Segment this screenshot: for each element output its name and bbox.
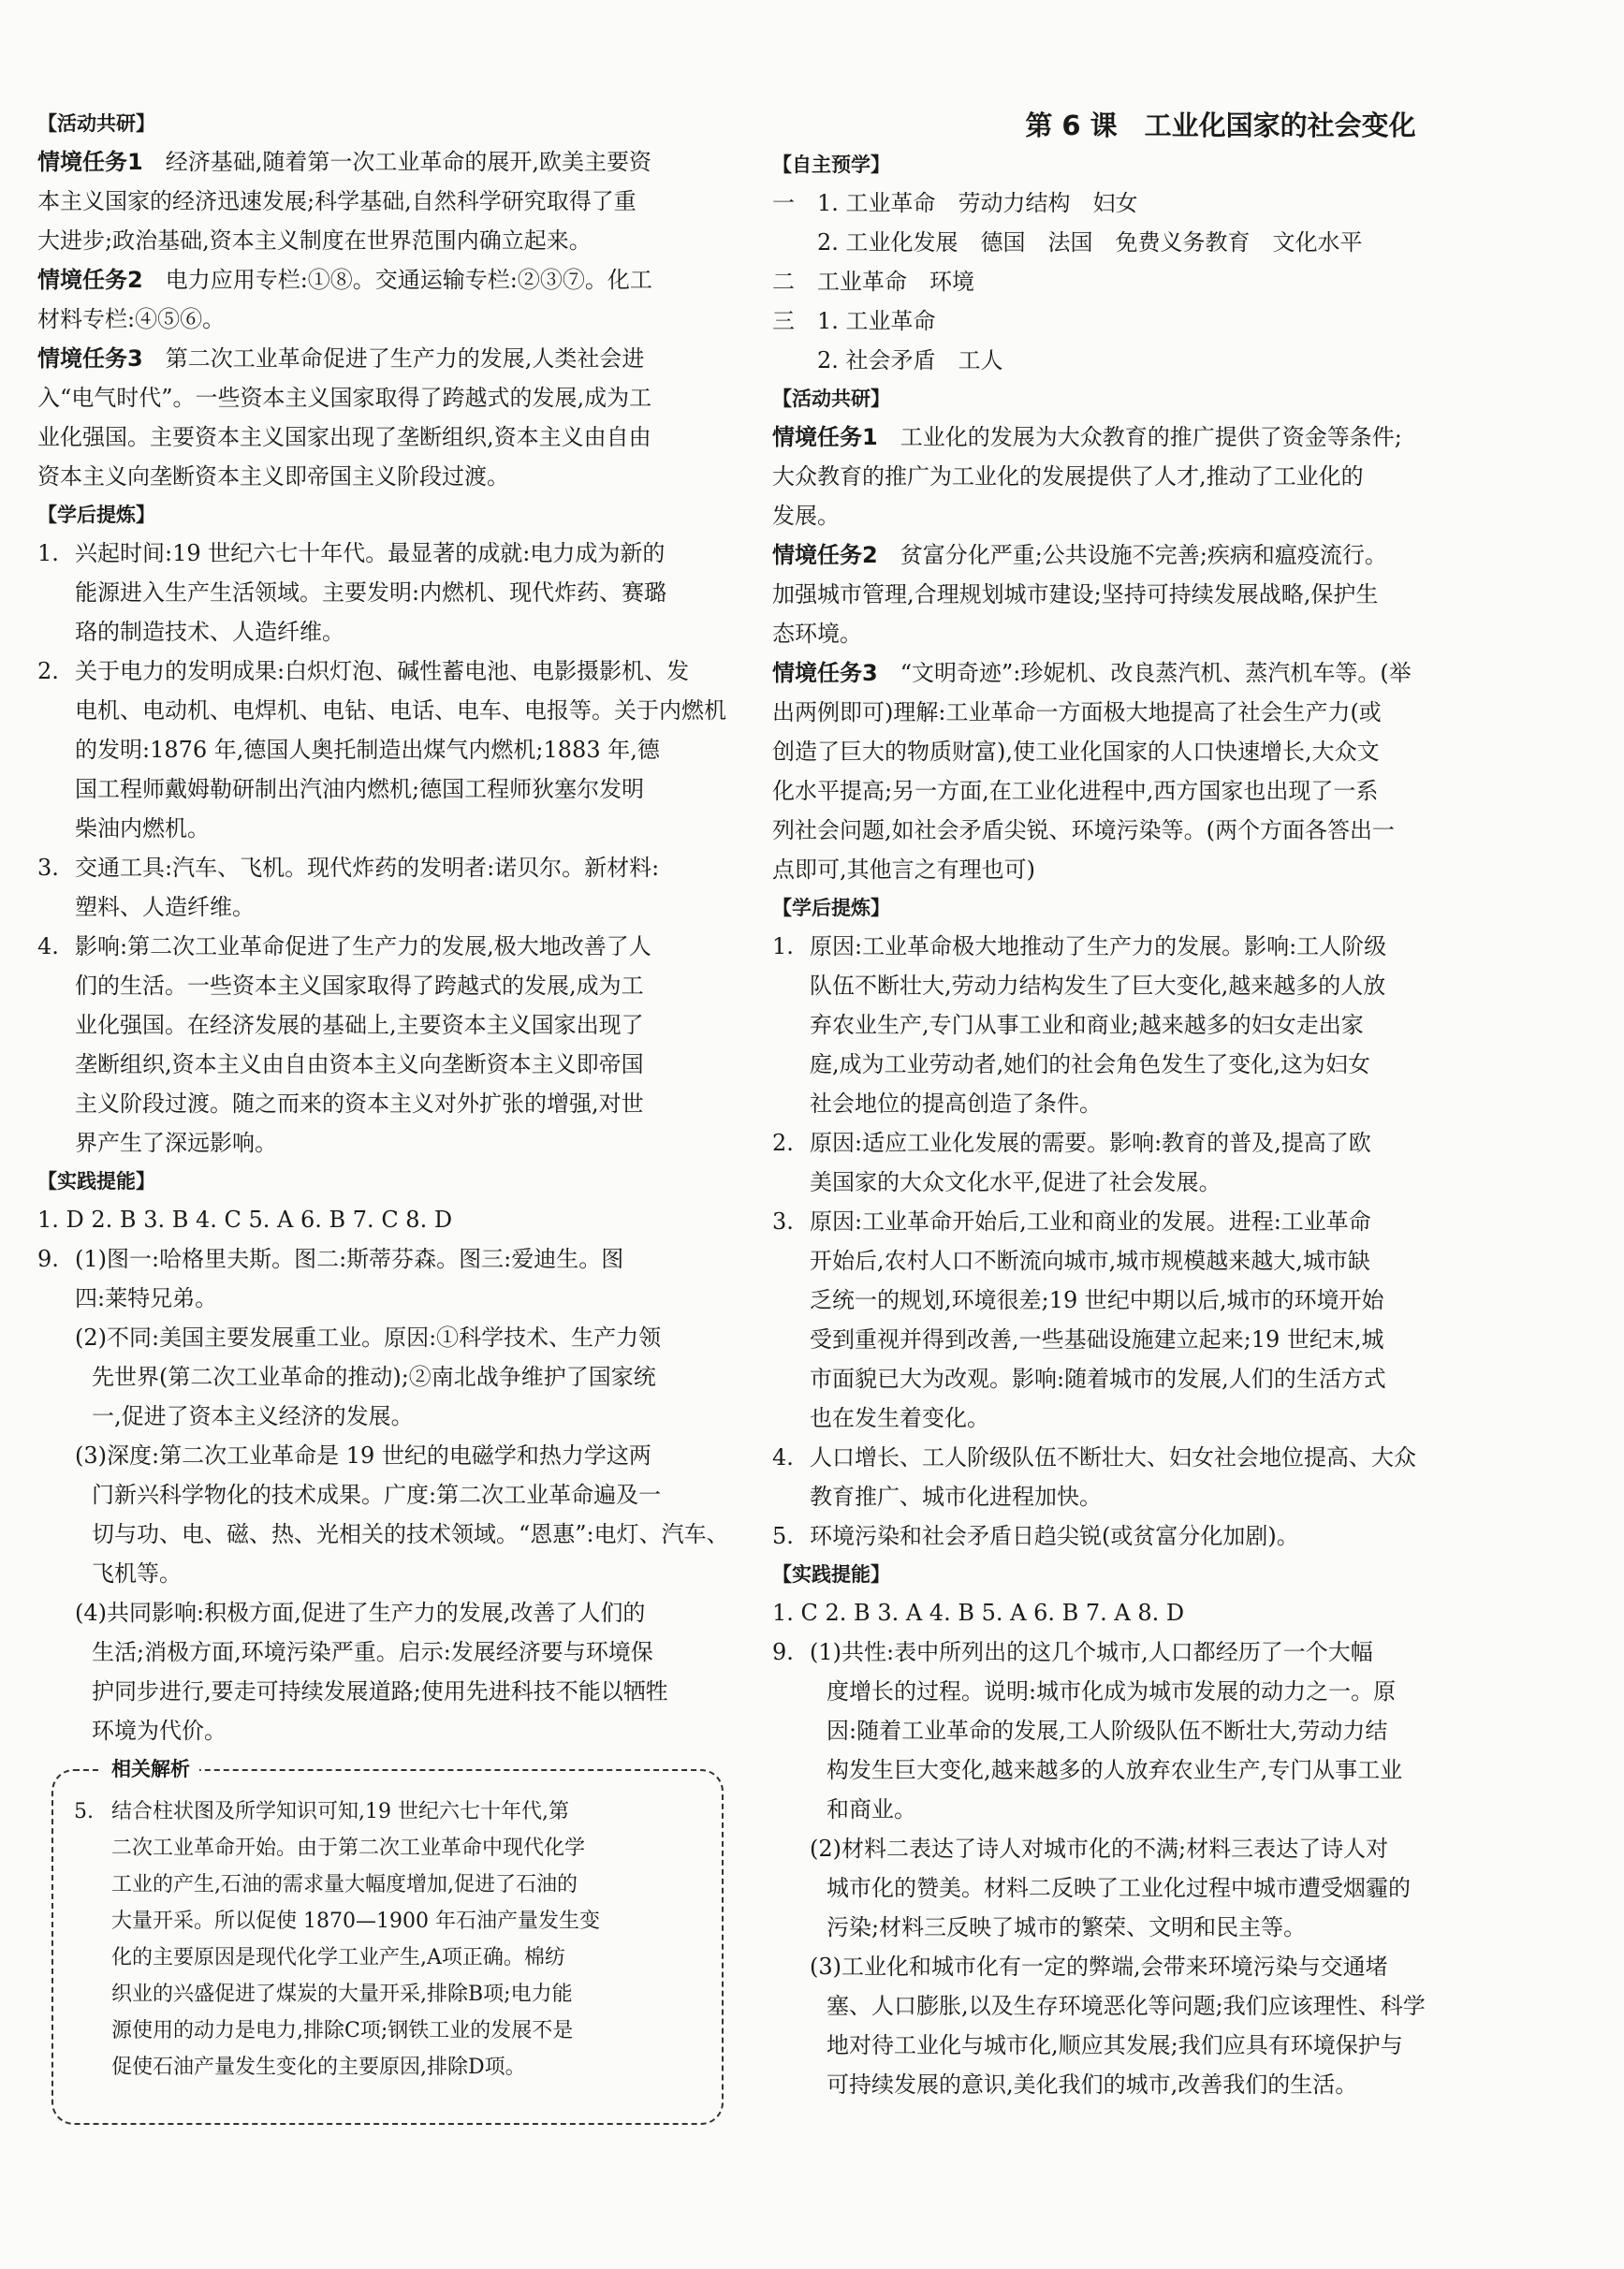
lesson-title: 第 6 课 工业化国家的社会变化 (1025, 110, 1416, 141)
task-label: 情境任务2 (37, 267, 143, 293)
analysis-box (51, 1758, 724, 2125)
task-label: 情境任务2 (772, 542, 878, 568)
section-heading: 【实践提能】 (37, 1170, 155, 1193)
mc-answers: 1. C 2. B 3. A 4. B 5. A 6. B 7. A 8. D (772, 1600, 1185, 1626)
task-label: 情境任务1 (37, 149, 143, 175)
task-label: 情境任务1 (772, 424, 878, 450)
section-heading: 【学后提炼】 (772, 897, 890, 919)
task-label: 情境任务3 (772, 660, 878, 686)
task-label: 情境任务3 (37, 345, 143, 372)
section-heading: 【活动共研】 (772, 388, 890, 410)
mc-answers: 1. D 2. B 3. B 4. C 5. A 6. B 7. C 8. D (37, 1207, 453, 1233)
section-heading: 【实践提能】 (772, 1563, 890, 1586)
section-heading: 【活动共研】 (37, 112, 155, 135)
analysis-text: 5. 结合柱状图及所学知识可知,19 世纪六七十年代,第 二次工业革命开始。由于第二次工业革命中现代化学 工业的产生,石油的需求量大幅度增加,促进了石油的 大量开采。所以促使 1870—1900 年石油产量发生变 化的主要原因是现代化学工业产生,A项正确。棉纺 织业的兴盛促进了煤炭的大量开采,排除B项;电力能 源使用的动力是电力,排除C项;钢铁工业的发展不是 促使石油产量发生变化的主要原因,排除D项。 (74, 1800, 600, 2079)
right-column: 第 6 课 工业化国家的社会变化 【自主预学】 一 1. 工业革命 劳动力结构 妇女 2. 工业化发展 德国 法国 免费义务教育 文化水平 二 工业革命 环境 三 1. 工业革命 2. 社会矛盾 工人 【活动共研】 情境任务1 工业化的发展为大众教育的推广提供了资金等条件; 大众教育的推广为工业化的发展提供了人才,推动了工业化的 发展。 情境任务2 贫富分化严重;公共设施不完善;疾病和瘟疫流行。 加强城市管理,合理规划城市建设;坚持可持续发展战略,保护生 态环境。 情境任务3 “文明奇迹”:珍妮机、改良蒸汽机、蒸汽机车等。(举 出两例即可)理解:工业革命一方面极大地提高了社会生产力(或 创造了巨大的物质财富),使工业化国家的人口快速增长,大众文 化水平提高;另一方面,在工业化进程中,西方国家也出现了一系 列社会问题,如社会矛盾尖锐、环境污染等。(两个方面各答出一 点即可,其他言之有理也可) 【学后提炼】 1. 原因:工业革命极大地推动了生产力的发展。影响:工人阶级 队伍不断壮大,劳动力结构发生了巨大变化,越来越多的人放 弃农业生产,专门从事工业和商业;越来越多的妇女走出家 庭,成为工业劳动者,她们的社会角色发生了变化,这为妇女 社会地位的提高创造了条件。 2. 原因:适应工业化发展的需要。影响:教育的普及,提高了欧 美国家的大众文化水平,促进了社会发展。 3. 原因:工业革命开始后,工业和商业的发展。进程:工业革命 开始后,农村人口不断流向城市,城市规模越来越大,城市缺 乏统一的规划,环境很差;19 世纪中期以后,城市的环境开始 受到重视并得到改善,一些基础设施建立起来;19 世纪末,城 市面貌已大为改观。影响:随着城市的发展,人们的生活方式 也在发生着变化。 4. 人口增长、工人阶级队伍不断壮大、妇女社会地位提高、大众 教育推广、城市化进程加快。 5. 环境污染和社会矛盾日趋尖锐(或贫富分化加剧)。 【实践提能】 1. C 2. B 3. A 4. B 5. A 6. B 7. A 8. D 9. (1)共性:表中所列出的这几个城市,人口都经历了一个大幅 度增长的过程。说明:城市化成为城市发展的动力之一。原 因:随着工业革命的发展,工人阶级队伍不断壮大,劳动力结 构发生巨大变化,越来越多的人放弃农业生产,专门从事工业 和商业。 (2)材料二表达了诗人对城市化的不满;材料三表达了诗人对 城市化的赞美。材料二反映了工业化过程中城市遭受烟霾的 污染;材料三反映了城市的繁荣、文明和民主等。 (3)工业化和城市化有一定的弊端,会带来环境污染与交通堵 塞、人口膨胀,以及生存环境恶化等问题;我们应该理性、科学 地对待工业化与城市化,顺应其发展;我们应具有环境保护与 可持续发展的意识,美化我们的城市,改善我们的生活。 (772, 105, 1585, 2104)
section-heading: 【学后提炼】 (37, 504, 155, 526)
left-column: 【活动共研】 情境任务1 经济基础,随着第一次工业革命的展开,欧美主要资 本主义国家的经济迅速发展;科学基础,自然科学研究取得了重 大进步;政治基础,资本主义制度在世界范围内确立起来。 情境任务2 电力应用专栏:①⑧。交通运输专栏:②③⑦。化工 材料专栏:④⑤⑥。 情境任务3 第二次工业革命促进了生产力的发展,人类社会进 入“电气时代”。一些资本主义国家取得了跨越式的发展,成为工 业化强国。主要资本主义国家出现了垄断组织,资本主义由自由 资本主义向垄断资本主义即帝国主义阶段过渡。 【学后提炼】 1. 兴起时间:19 世纪六七十年代。最显著的成就:电力成为新的 能源进入生产生活领域。主要发明:内燃机、现代炸药、赛璐 珞的制造技术、人造纤维。 2. 关于电力的发明成果:白炽灯泡、碱性蓄电池、电影摄影机、发 电机、电动机、电焊机、电钻、电话、电车、电报等。关于内燃机 的发明:1876 年,德国人奥托制造出煤气内燃机;1883 年,德 国工程师戴姆勒研制出汽油内燃机;德国工程师狄塞尔发明 柴油内燃机。 3. 交通工具:汽车、飞机。现代炸药的发明者:诺贝尔。新材料: 塑料、人造纤维。 4. 影响:第二次工业革命促进了生产力的发展,极大地改善了人 们的生活。一些资本主义国家取得了跨越式的发展,成为工 业化强国。在经济发展的基础上,主要资本主义国家出现了 垄断组织,资本主义由自由资本主义向垄断资本主义即帝国 主义阶段过渡。随之而来的资本主义对外扩张的增强,对世 界产生了深远影响。 【实践提能】 1. D 2. B 3. B 4. C 5. A 6. B 7. C 8. D 9. (1)图一:哈格里夫斯。图二:斯蒂芬森。图三:爱迪生。图 四:莱特兄弟。 (2)不同:美国主要发展重工业。原因:①科学技术、生产力领 先世界(第二次工业革命的推动);②南北战争维护了国家统 一,促进了资本主义经济的发展。 (3)深度:第二次工业革命是 19 世纪的电磁学和热力学这两 门新兴科学物化的技术成果。广度:第二次工业革命遍及一 切与功、电、磁、热、光相关的技术领域。“恩惠”:电灯、汽车、 飞机等。 (4)共同影响:积极方面,促进了生产力的发展,改善了人们的 生活;消极方面,环境污染严重。启示:发展经济要与环境保 护同步进行,要走可持续发展道路;使用先进科技不能以牺牲 环境为代价。 (37, 105, 735, 1750)
section-heading: 【自主预学】 (772, 154, 890, 176)
analysis-tag: 相关解析 (102, 1755, 199, 1783)
